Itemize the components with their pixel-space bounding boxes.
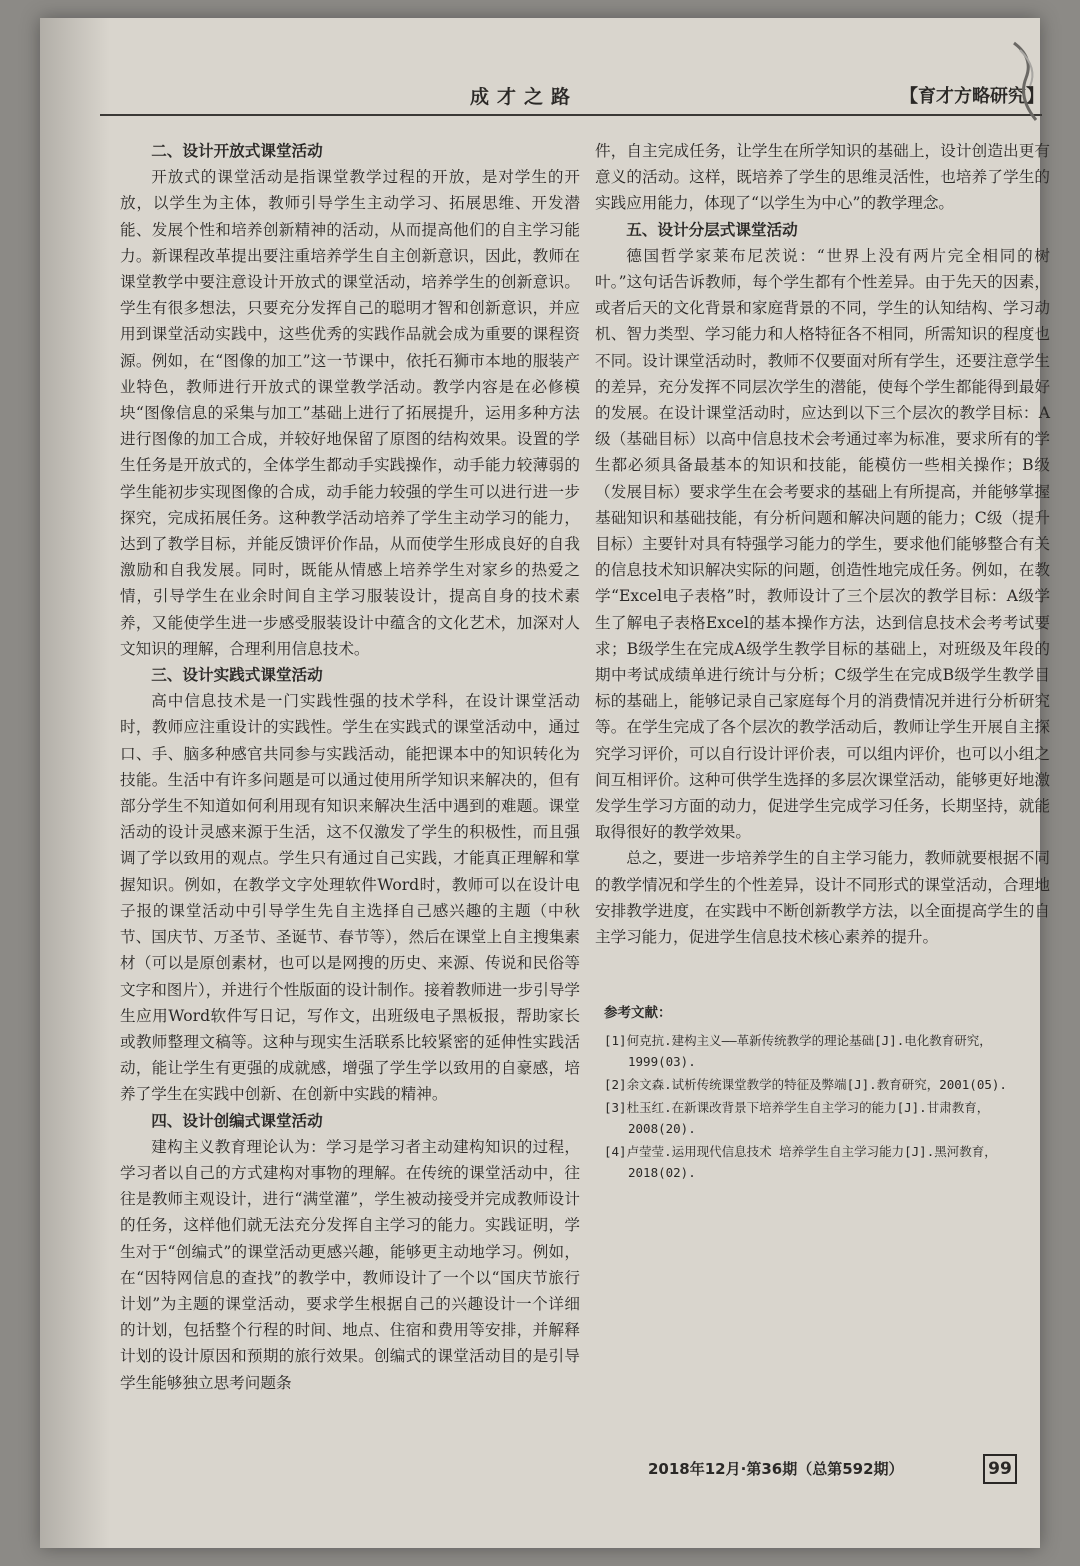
references <box>600 1003 1050 1185</box>
section-heading: 三、设计实践式课堂活动 <box>151 666 323 685</box>
right-column <box>595 138 1050 950</box>
document-page <box>40 18 1050 1548</box>
section-heading: 五、设计分层式课堂活动 <box>626 220 798 239</box>
body-paragraph: 开放式的课堂活动是指课堂教学过程的开放，是对学生的开放，以学生为主体，教师引导学生主动学习、拓展思维、开发潜能、发展个性和培养创新精神的活动，从而提高他们的自主学习能力。新课程改革提出要注重培养学生自主创新意识，因此，教师在课堂教学中要注意设计开放式的课堂活动，培养学生的创新意识。学生有很多想法，只要充分发挥自己的聪明才智和创新意识，并应用到课堂活动实践中，这些优秀的实践作品就会成为重要的课程资源。例如，在“图像的加工”这一节课中，依托石狮市本地的服装产业特色，教师进行开放式的课堂教学活动。教学内容是在必修模块“图像信息的采集与加工”基础上进行了拓展提升，运用多种方法进行图像的加工合成，并较好地保留了原图的结构效果。设置的学生任务是开放式的，全体学生都动手实践操作，动手能力较薄弱的学生能初步实现图像的合成，动手能力较强的学生可以进行进一步探究，完成拓展任务。这种教学活动培养了学生主动学习的能力，达到了教学目标，并能反馈评价作品，从而使学生形成良好的自我激励和自我发展。同时，既能从情感上培养学生对家乡的热爱之情，引导学生在业余时间自主学习服装设计，提高自身的技术素养，又能使学生进一步感受服装设计中蕴含的文化艺术，加深对人文知识的理解，合理利用信息技术。 <box>120 168 580 658</box>
journal-name: 成才之路 <box>470 86 579 108</box>
binder-clip-icon <box>1010 38 1040 128</box>
body-paragraph: 总之，要进一步培养学生的自主学习能力，教师就要根据不同的教学情况和学生的个性差异，设计不同形式的课堂活动，合理地安排教学进度，在实践中不断创新教学方法，以全面提高学生的自主学习能力，促进学生信息技术核心素养的提升。 <box>595 849 1050 947</box>
reference-item: [3]杜玉红.在新课改背景下培养学生自主学习的能力[J].甘肃教育，2008(20). <box>604 1100 990 1136</box>
header-rule <box>100 114 1042 116</box>
running-header <box>100 78 1044 114</box>
page-number: 99 <box>983 1454 1017 1484</box>
page-shadow <box>40 18 110 1548</box>
section-heading: 二、设计开放式课堂活动 <box>151 142 323 160</box>
section-tag: 【育才方略研究】 <box>900 86 1044 107</box>
body-paragraph: 德国哲学家莱布尼茨说：“世界上没有两片完全相同的树叶。”这句话告诉教师，每个学生都有个性差异。由于先天的因素，或者后天的文化背景和家庭背景的不同，学生的认知结构、学习动机、智力类型、学习能力和人格特征各不相同，所需知识的程度也不同。设计课堂活动时，教师不仅要面对所有学生，还要注意学生的差异，充分发挥不同层次学生的潜能，使每个学生都能得到最好的发展。在设计课堂活动时，应达到以下三个层次的教学目标：A级（基础目标）以高中信息技术会考通过率为标准，要求所有的学生都必须具备最基本的知识和技能，能模仿一些相关操作；B级（发展目标）要求学生在会考要求的基础上有所提高，并能够掌握基础知识和基础技能，有分析问题和解决问题的能力；C级（提升目标）主要针对具有特强学习能力的学生，要求他们能够整合有关的信息技术知识解决实际的问题，创造性地完成任务。例如，在教学“Excel电子表格”时，教师设计了三个层次的教学目标：A级学生了解电子表格Excel的基本操作方法，达到信息技术会考考试要求；B级学生在完成A级学生教学目标的基础上，对班级及年段的期中考试成绩单进行统计与分析；C级学生在完成B级学生教学目标的基础上，能够记录自己家庭每个月的消费情况并进行分析研究等。在学生完成了各个层次的教学活动后，教师让学生开展自主探究学习评价，可以自行设计评价表，可以组内评价，也可以小组之间互相评价。这种可供学生选择的多层次课堂活动，能够更好地激发学生学习方面的动力，促进学生完成学习任务，长期坚持，就能取得很好的教学效果。 <box>595 246 1050 842</box>
section-heading: 四、设计创编式课堂活动 <box>151 1111 323 1130</box>
reference-item: [4]卢莹莹.运用现代信息技术 培养学生自主学习能力[J].黑河教育，2018(02). <box>604 1144 997 1180</box>
reference-item: [1]何克抗.建构主义——革新传统教学的理论基础[J].电化教育研究，1999(03). <box>604 1033 992 1069</box>
reference-item: [2]余文森.试析传统课堂教学的特征及弊端[J].教育研究，2001(05). <box>604 1077 1007 1092</box>
body-paragraph: 件，自主完成任务，让学生在所学知识的基础上，设计创造出更有意义的活动。这样，既培养了学生的思维灵活性，也培养了学生的实践应用能力，体现了“以学生为中心”的教学理念。 <box>595 142 1050 213</box>
issue-info: 2018年12月·第36期（总第592期） <box>648 1460 904 1478</box>
body-paragraph: 建构主义教育理论认为：学习是学习者主动建构知识的过程，学习者以自己的方式建构对事物的理解。在传统的课堂活动中，往往是教师主观设计，进行“满堂灌”，学生被动接受并完成教师设计的任务，这样他们就无法充分发挥自主学习的能力。实践证明，学生对于“创编式”的课堂活动更感兴趣，能够更主动地学习。例如，在“因特网信息的查找”的教学中，教师设计了一个以“国庆节旅行计划”为主题的课堂活动，要求学生根据自己的兴趣设计一个详细的计划，包括整个行程的时间、地点、住宿和费用等安排，并解释计划的设计原因和预期的旅行效果。创编式的课堂活动目的是引导学生能够独立思考问题条 <box>120 1137 580 1392</box>
references-title: 参考文献： <box>604 1005 672 1021</box>
left-column <box>120 138 580 1396</box>
body-paragraph: 高中信息技术是一门实践性强的技术学科，在设计课堂活动时，教师应注重设计的实践性。学生在实践式的课堂活动中，通过口、手、脑多种感官共同参与实践活动，能把课本中的知识转化为技能。生活中有许多问题是可以通过使用所学知识来解决的，但有部分学生不知道如何利用现有知识来解决生活中遇到的难题。课堂活动的设计灵感来源于生活，这不仅激发了学生的积极性，而且强调了学以致用的观点。学生只有通过自己实践，才能真正理解和掌握知识。例如，在教学文字处理软件Word时，教师可以在设计电子报的课堂活动中引导学生先自主选择自己感兴趣的主题（中秋节、国庆节、万圣节、圣诞节、春节等），然后在课堂上自主搜集素材（可以是原创素材，也可以是网搜的历史、来源、传说和民俗等文字和图片），并进行个性版面的设计制作。接着教师进一步引导学生应用Word软件写日记，写作文，出班级电子黑板报，帮助家长或教师整理文稿等。这种与现实生活联系比较紧密的延伸性实践活动，能让学生有更强的成就感，增强了学生学以致用的自豪感，培养了学生在实践中创新、在创新中实践的精神。 <box>120 692 581 1104</box>
